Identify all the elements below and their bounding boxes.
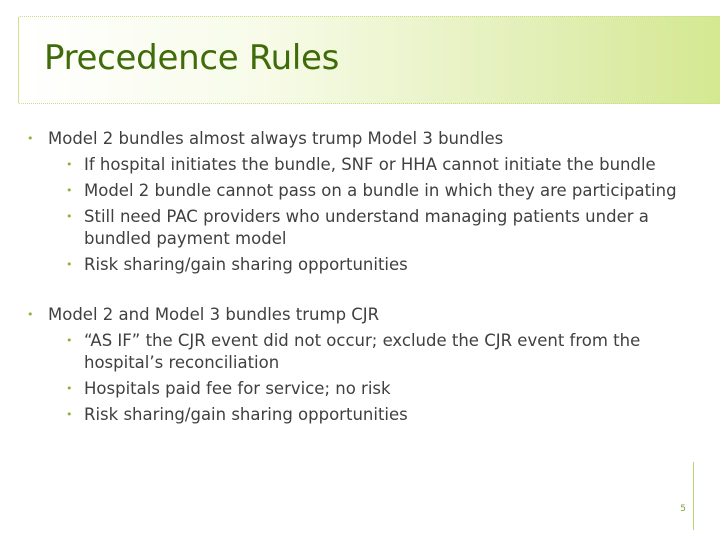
bullet-text: Hospitals paid fee for service; no risk (84, 379, 391, 398)
bullet-text: “AS IF” the CJR event did not occur; exclude the CJR event from the hospital’s reconciliation (84, 331, 641, 372)
bullet-level2 (26, 404, 706, 426)
bullet-level1 (26, 304, 706, 326)
bullet-level1 (26, 128, 706, 150)
bullet-dot-icon: • (66, 382, 73, 395)
bullet-dot-icon: • (66, 334, 73, 347)
bullet-level2 (26, 330, 706, 374)
bullet-text: Still need PAC providers who understand managing patients under a bundled payment model (84, 207, 649, 248)
slide-title: Precedence Rules (44, 38, 340, 78)
bullet-dot-icon: • (66, 210, 73, 223)
bullet-dot-icon: • (66, 258, 73, 271)
slide-content (26, 128, 706, 426)
bullet-text: If hospital initiates the bundle, SNF or HHA cannot initiate the bundle (84, 155, 656, 174)
bullet-text: Model 2 bundles almost always trump Model 3 bundles (48, 129, 504, 148)
bullet-dot-icon: • (66, 158, 73, 171)
bullet-text: Model 2 and Model 3 bundles trump CJR (48, 305, 380, 324)
bullet-text: Risk sharing/gain sharing opportunities (84, 255, 408, 274)
bullet-dot-icon: • (27, 308, 34, 321)
bullet-level2 (26, 254, 706, 276)
page-number: 5 (680, 504, 686, 514)
page-number-rule (693, 462, 694, 530)
bullet-text: Model 2 bundle cannot pass on a bundle in which they are participating (84, 181, 677, 200)
bullet-level2 (26, 154, 706, 176)
bullet-dot-icon: • (66, 408, 73, 421)
bullet-level2 (26, 378, 706, 400)
bullet-level2 (26, 206, 706, 250)
bullet-level2 (26, 180, 706, 202)
bullet-text: Risk sharing/gain sharing opportunities (84, 405, 408, 424)
bullet-dot-icon: • (66, 184, 73, 197)
bullet-dot-icon: • (27, 132, 34, 145)
